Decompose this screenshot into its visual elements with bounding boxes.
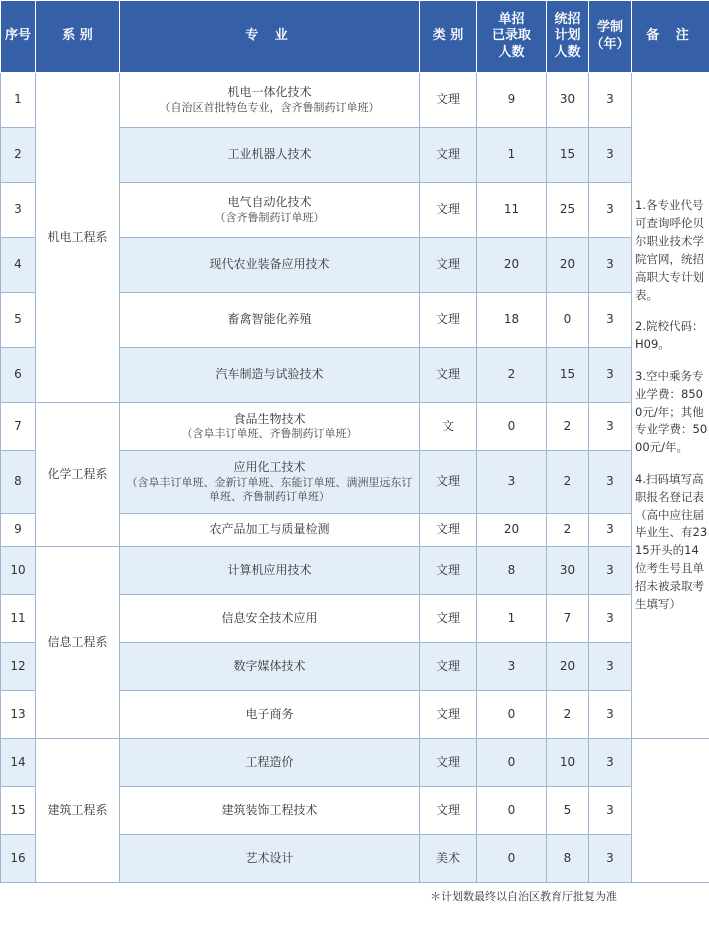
header-admitted [477, 1, 547, 73]
header-plan [547, 1, 589, 73]
category-cell: 文理 [420, 73, 477, 128]
major-cell [120, 595, 420, 643]
dept-cell-construction: 建筑工程系 [36, 739, 120, 883]
header-row [1, 1, 709, 73]
admitted-cell: 3 [477, 451, 547, 514]
seq-cell: 12 [1, 643, 36, 691]
seq-cell: 2 [1, 128, 36, 183]
seq-cell: 16 [1, 835, 36, 883]
plan-cell: 20 [547, 643, 589, 691]
seq-cell: 9 [1, 514, 36, 547]
major-name: 汽车制造与试验技术 [215, 367, 324, 382]
notes-empty-cell [632, 739, 709, 883]
years-cell: 3 [589, 451, 632, 514]
plan-cell: 20 [547, 238, 589, 293]
plan-cell: 15 [547, 128, 589, 183]
major-cell [120, 691, 420, 739]
dept-cell-electromechanical: 机电工程系 [36, 73, 120, 403]
admitted-cell: 11 [477, 183, 547, 238]
header-category: 类 别 [420, 1, 477, 73]
category-cell: 文理 [420, 293, 477, 348]
header-dept: 系 别 [36, 1, 120, 73]
major-cell [120, 835, 420, 883]
major-cell [120, 451, 420, 514]
seq-cell: 14 [1, 739, 36, 787]
years-cell: 3 [589, 348, 632, 403]
years-cell: 3 [589, 73, 632, 128]
plan-cell: 2 [547, 691, 589, 739]
major-name: 工业机器人技术 [227, 147, 312, 162]
category-cell: 文理 [420, 183, 477, 238]
admitted-cell: 1 [477, 128, 547, 183]
seq-cell: 3 [1, 183, 36, 238]
header-plan-line-3: 人数 [554, 44, 581, 60]
years-cell: 3 [589, 514, 632, 547]
years-cell: 3 [589, 403, 632, 451]
category-cell: 文理 [420, 739, 477, 787]
major-name: 信息安全技术应用 [221, 610, 318, 625]
dept-cell-chemical: 化学工程系 [36, 403, 120, 547]
admitted-cell: 20 [477, 238, 547, 293]
plan-cell: 0 [547, 293, 589, 348]
major-name: 电气自动化技术 [227, 195, 312, 210]
seq-cell: 5 [1, 293, 36, 348]
years-cell: 3 [589, 183, 632, 238]
header-major: 专 业 [120, 1, 420, 73]
header-plan-line-1: 统招 [554, 12, 581, 28]
years-cell: 3 [589, 691, 632, 739]
seq-cell: 15 [1, 787, 36, 835]
plan-cell: 30 [547, 73, 589, 128]
seq-cell: 1 [1, 73, 36, 128]
table-body [1, 73, 709, 883]
major-cell [120, 128, 420, 183]
plan-cell: 30 [547, 547, 589, 595]
plan-cell: 2 [547, 514, 589, 547]
major-name: 畜禽智能化养殖 [227, 312, 312, 327]
seq-cell: 13 [1, 691, 36, 739]
major-cell [120, 643, 420, 691]
years-cell: 3 [589, 643, 632, 691]
years-cell: 3 [589, 238, 632, 293]
major-cell [120, 547, 420, 595]
major-cell [120, 183, 420, 238]
major-note: （含阜丰订单班、齐鲁制药订单班） [181, 427, 358, 441]
admitted-cell: 3 [477, 643, 547, 691]
category-cell: 文理 [420, 238, 477, 293]
seq-cell: 8 [1, 451, 36, 514]
category-cell: 文理 [420, 348, 477, 403]
major-cell [120, 73, 420, 128]
admitted-cell: 0 [477, 691, 547, 739]
years-cell: 3 [589, 293, 632, 348]
years-cell: 3 [589, 739, 632, 787]
years-cell: 3 [589, 547, 632, 595]
seq-cell: 4 [1, 238, 36, 293]
major-cell [120, 403, 420, 451]
category-cell: 美术 [420, 835, 477, 883]
category-cell: 文理 [420, 691, 477, 739]
table-row [1, 403, 709, 451]
note-2: 2.院校代码：H09。 [635, 319, 704, 352]
notes-cell [632, 73, 709, 739]
admitted-cell: 1 [477, 595, 547, 643]
plan-cell: 2 [547, 403, 589, 451]
years-cell: 3 [589, 595, 632, 643]
note-4: 4.扫码填写高职报名登记表（高中应往届毕业生、有2315开头的14位考生号且单招未被录取考生填写） [635, 472, 708, 611]
seq-cell: 7 [1, 403, 36, 451]
note-3: 3.空中乘务专业学费：8500元/年；其他专业学费：5000元/年。 [635, 368, 708, 455]
major-name: 电子商务 [245, 706, 294, 721]
header-seq: 序号 [1, 1, 36, 73]
category-cell: 文理 [420, 787, 477, 835]
major-cell [120, 739, 420, 787]
plan-cell: 2 [547, 451, 589, 514]
major-name: 计算机应用技术 [227, 562, 312, 577]
major-cell [120, 293, 420, 348]
header-admitted-line-3: 人数 [498, 44, 525, 60]
major-name: 艺术设计 [245, 850, 294, 865]
note-1: 1.各专业代号可查询呼伦贝尔职业技术学院官网，统招高职大专计划表。 [635, 198, 704, 302]
major-name: 现代农业装备应用技术 [209, 257, 330, 272]
plan-cell: 10 [547, 739, 589, 787]
header-notes: 备 注 [632, 1, 709, 73]
years-cell: 3 [589, 835, 632, 883]
major-note: （含齐鲁制药订单班） [214, 210, 325, 224]
major-cell [120, 787, 420, 835]
major-note: （含阜丰订单班、金新订单班、东能订单班、满洲里远东订单班、齐鲁制药订单班） [126, 475, 413, 503]
admitted-cell: 9 [477, 73, 547, 128]
admitted-cell: 18 [477, 293, 547, 348]
plan-cell: 8 [547, 835, 589, 883]
major-name: 工程造价 [245, 754, 294, 769]
admitted-cell: 2 [477, 348, 547, 403]
category-cell: 文理 [420, 643, 477, 691]
major-cell [120, 238, 420, 293]
major-name: 应用化工技术 [233, 459, 306, 474]
category-cell: 文理 [420, 451, 477, 514]
category-cell: 文理 [420, 514, 477, 547]
plan-cell: 25 [547, 183, 589, 238]
major-name: 数字媒体技术 [233, 658, 306, 673]
admitted-cell: 0 [477, 403, 547, 451]
admitted-cell: 20 [477, 514, 547, 547]
major-name: 建筑装饰工程技术 [221, 802, 318, 817]
plan-cell: 15 [547, 348, 589, 403]
table-row [1, 547, 709, 595]
major-name: 机电一体化技术 [227, 85, 312, 100]
header-plan-line-2: 计划 [554, 28, 581, 44]
admitted-cell: 8 [477, 547, 547, 595]
plan-cell: 5 [547, 787, 589, 835]
major-name: 食品生物技术 [233, 411, 306, 426]
category-cell: 文理 [420, 128, 477, 183]
header-years [589, 1, 632, 73]
admitted-cell: 0 [477, 835, 547, 883]
table-row [1, 73, 709, 128]
category-cell: 文 [420, 403, 477, 451]
footnote: ＊计划数最终以自治区教育厅批复为准 [430, 890, 617, 903]
admitted-cell: 0 [477, 787, 547, 835]
major-cell [120, 348, 420, 403]
table-row [1, 739, 709, 787]
years-cell: 3 [589, 787, 632, 835]
header-admitted-line-2: 已录取 [491, 28, 531, 44]
major-note: （自治区首批特色专业，含齐鲁制药订单班） [159, 100, 380, 114]
header-admitted-line-1: 单招 [498, 12, 525, 28]
category-cell: 文理 [420, 595, 477, 643]
major-name: 农产品加工与质量检测 [209, 522, 330, 537]
major-cell [120, 514, 420, 547]
category-cell: 文理 [420, 547, 477, 595]
seq-cell: 10 [1, 547, 36, 595]
admitted-cell: 0 [477, 739, 547, 787]
header-years-line-1: 学制 [596, 20, 623, 36]
dept-cell-information: 信息工程系 [36, 547, 120, 739]
seq-cell: 11 [1, 595, 36, 643]
header-years-line-2: （年） [590, 36, 630, 52]
seq-cell: 6 [1, 348, 36, 403]
years-cell: 3 [589, 128, 632, 183]
plan-cell: 7 [547, 595, 589, 643]
